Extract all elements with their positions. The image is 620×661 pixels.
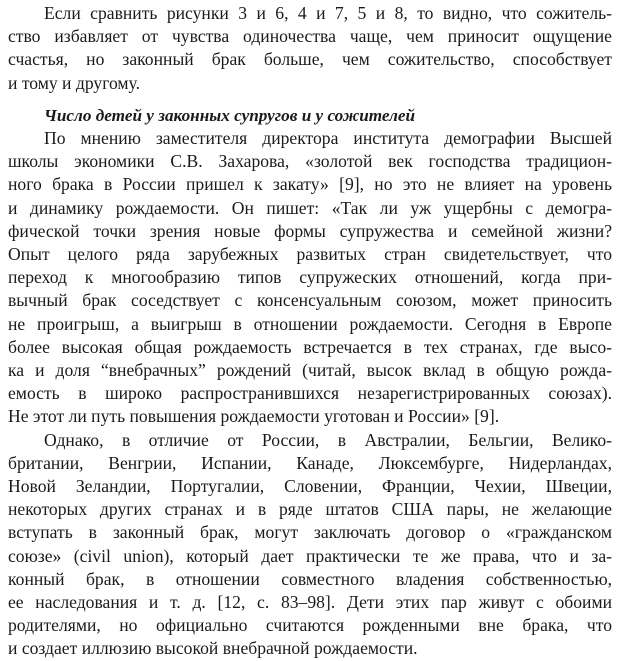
paragraph-zakharov-quote bbox=[8, 127, 612, 429]
text-line: ее наследования и т. д. [12, с. 83–98]. Дети этих пар живут с обоими bbox=[8, 592, 612, 613]
text-line: и динамику рождаемости. Он пишет: «Так ли уж ущербны с демогра- bbox=[8, 197, 612, 218]
text-line: Не этот ли путь повышения рождаемости уготован и России» [9]. bbox=[8, 406, 500, 427]
text-line: Новой Зеландии, Португалии, Словении, Франции, Чехии, Швеции, bbox=[8, 476, 612, 497]
text-line: школы экономики С.В. Захарова, «золотой век господства традицион- bbox=[8, 151, 612, 172]
text-line: По мнению заместителя директора института демографии Высшей bbox=[44, 128, 612, 149]
text-line: союзе» (civil union), который дает практически те же права, что и за- bbox=[8, 545, 612, 566]
text-line: некоторых других странах и в ряде штатов США пары, не желающие bbox=[8, 499, 612, 520]
text-line: Опыт целого ряда зарубежных развитых стран свидетельствует, что bbox=[8, 244, 612, 265]
text-line: Если сравнить рисунки 3 и 6, 4 и 7, 5 и 8, то видно, что сожитель- bbox=[44, 3, 612, 23]
text-line: Однако, в отличие от России, в Австралии, Бельгии, Велико- bbox=[44, 429, 612, 450]
text-line: фической точки зрения новые формы супружества и семейной жизни? bbox=[8, 220, 612, 241]
text-line: вычный брак соседствует с консенсуальным союзом, может приносить bbox=[8, 290, 612, 311]
paragraph-civil-union bbox=[8, 429, 612, 661]
text-line: емость в широко распространившихся незарегистрированных союзах). bbox=[8, 383, 612, 404]
text-line: ка и доля “внебрачных” рождений (читай, высок вклад в общую рожда- bbox=[8, 360, 612, 381]
text-line: конный брак, в отношении совместного владения собственностью, bbox=[8, 568, 612, 589]
text-line: более высокая общая рождаемость встречается в тех странах, где высо- bbox=[8, 336, 612, 357]
text-line: вступать в законный брак, могут заключать договор о «гражданском bbox=[8, 522, 612, 543]
text-line: родителями, но официально считаются рожденными вне брака, что bbox=[8, 615, 612, 636]
text-line: счастья, но законный брак больше, чем сожительство, способствует bbox=[8, 49, 612, 70]
text-line: британии, Венгрии, Испании, Канаде, Люксембурге, Нидерландах, bbox=[8, 452, 612, 473]
text-line: ство избавляет от чувства одиночества чаще, чем приносит ощущение bbox=[8, 26, 612, 47]
text-line: и создает иллюзию высокой внебрачной рождаемости. bbox=[8, 638, 418, 659]
text-line: ного брака в России пришел к закату» [9], но это не влияет на уровень bbox=[8, 174, 612, 195]
text-line: не проигрыш, а выигрыш в отношении рождаемости. Сегодня в Европе bbox=[8, 313, 612, 334]
section-heading: Число детей у законных супругов и у сожителей bbox=[44, 105, 416, 125]
text-line: переход к многообразию типов супружеских отношений, когда при- bbox=[8, 267, 612, 288]
text-line: и тому и другому. bbox=[8, 72, 140, 93]
paragraph-comparison bbox=[8, 2, 612, 95]
